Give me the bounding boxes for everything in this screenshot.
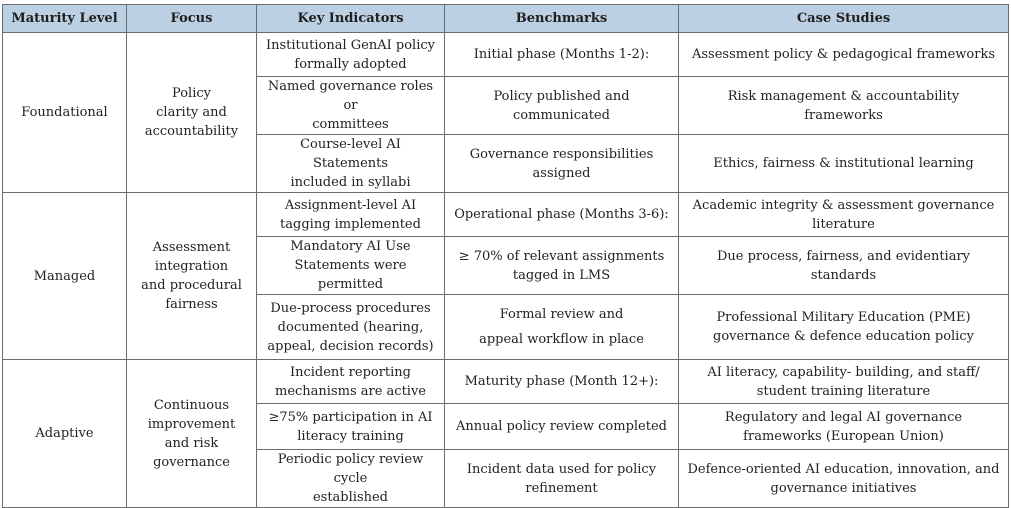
indicator-cell <box>257 360 445 404</box>
focus-line: integration <box>154 259 229 274</box>
benchmark-line: refinement <box>525 480 598 496</box>
benchmark-cell <box>445 360 679 404</box>
focus-line: improvement <box>147 416 236 432</box>
case-study-line: Defence-oriented AI education, innovation, and <box>687 461 1000 477</box>
indicator-line: included in syllabi <box>290 175 411 190</box>
maturity-framework-table <box>2 4 1009 508</box>
header-benchmarks: Benchmarks <box>445 5 679 33</box>
table-row <box>3 33 1009 77</box>
case-study-line: AI literacy, capability- building, and staff/ <box>707 364 980 380</box>
benchmark-cell <box>445 404 679 450</box>
maturity-level-name: Foundational <box>21 105 108 120</box>
case-study-cell <box>679 295 1009 360</box>
table-header-row <box>3 5 1009 33</box>
indicator-line: committees <box>312 117 389 132</box>
benchmark-line: Annual policy review completed <box>456 419 667 434</box>
indicator-line: appeal, decision records) <box>267 338 434 354</box>
indicator-cell <box>257 193 445 237</box>
case-study-line: Regulatory and legal AI governance <box>724 409 963 425</box>
indicator-cell <box>257 237 445 295</box>
indicator-line: literacy training <box>297 428 404 444</box>
benchmark-line: assigned <box>532 165 591 181</box>
maturity-level-name: Managed <box>33 268 96 284</box>
indicator-cell <box>257 33 445 77</box>
benchmark-line: Operational phase (Months 3-6): <box>454 207 669 222</box>
indicator-cell <box>257 295 445 360</box>
focus-line: accountability <box>144 124 239 139</box>
benchmark-line: Incident data used for policy <box>466 461 657 477</box>
benchmark-cell <box>445 237 679 295</box>
indicator-line: Institutional GenAI policy <box>266 37 435 53</box>
indicator-cell <box>257 77 445 135</box>
focus-line: Assessment <box>152 240 231 255</box>
benchmark-line: Governance responsibilities <box>469 146 654 162</box>
indicator-line: Periodic policy review cycle <box>277 452 424 486</box>
indicator-line: Mandatory AI Use <box>290 239 411 254</box>
case-study-line: student training literature <box>756 383 931 399</box>
table-row <box>3 360 1009 404</box>
focus-cell <box>127 360 257 508</box>
case-study-line: Due process, fairness, and evidentiary <box>716 248 971 264</box>
case-study-line: governance initiatives <box>770 480 917 496</box>
benchmark-line: Formal review and <box>499 307 624 322</box>
case-study-line: literature <box>812 216 875 232</box>
indicator-line: formally adopted <box>294 56 407 72</box>
case-study-cell <box>679 33 1009 77</box>
case-study-line: frameworks (European Union) <box>743 428 944 444</box>
case-study-cell <box>679 77 1009 135</box>
maturity-level-cell <box>3 193 127 360</box>
benchmark-line: appeal workflow in place <box>479 332 644 347</box>
indicator-line: Statements were permitted <box>294 258 407 292</box>
focus-line: Continuous <box>153 397 230 413</box>
focus-line: Policy <box>172 86 211 101</box>
indicator-line: tagging implemented <box>280 216 421 232</box>
maturity-level-name: Adaptive <box>35 426 94 441</box>
focus-cell <box>127 33 257 193</box>
indicator-line: Named governance roles or <box>267 79 434 113</box>
maturity-level-cell <box>3 360 127 508</box>
benchmark-cell <box>445 450 679 508</box>
focus-line: fairness <box>165 297 218 312</box>
case-study-line: Risk management & accountability <box>727 88 960 104</box>
case-study-line: governance & defence education policy <box>713 329 974 344</box>
focus-line: governance <box>153 454 230 470</box>
case-study-line: Ethics, fairness & institutional learning <box>713 156 974 171</box>
indicator-cell <box>257 450 445 508</box>
benchmark-cell <box>445 295 679 360</box>
header-maturity-level: Maturity Level <box>3 5 127 33</box>
benchmark-cell <box>445 135 679 193</box>
indicator-line: mechanisms are active <box>275 383 426 399</box>
benchmark-cell <box>445 193 679 237</box>
case-study-line: frameworks <box>804 107 883 123</box>
focus-line: and risk <box>164 435 219 451</box>
focus-cell <box>127 193 257 360</box>
indicator-line: documented (hearing, <box>277 319 424 335</box>
focus-line: and procedural <box>141 278 242 293</box>
case-study-cell <box>679 360 1009 404</box>
indicator-line: established <box>312 490 389 505</box>
benchmark-cell <box>445 33 679 77</box>
case-study-cell <box>679 135 1009 193</box>
benchmark-line: tagged in LMS <box>512 267 611 283</box>
case-study-cell <box>679 450 1009 508</box>
maturity-level-cell <box>3 33 127 193</box>
benchmark-line: communicated <box>513 107 610 123</box>
indicator-cell <box>257 135 445 193</box>
header-key-indicators: Key Indicators <box>257 5 445 33</box>
benchmark-line: Maturity phase (Month 12+): <box>464 374 659 389</box>
case-study-cell <box>679 404 1009 450</box>
focus-line: clarity and <box>156 105 227 120</box>
benchmark-line: Initial phase (Months 1-2): <box>473 47 650 62</box>
indicator-line: Incident reporting <box>289 364 412 380</box>
indicator-line: Due-process procedures <box>270 300 431 316</box>
indicator-line: Assignment-level AI <box>284 197 417 213</box>
indicator-line: Course-level AI Statements <box>300 137 401 171</box>
benchmark-line: Policy published and <box>493 88 630 104</box>
case-study-line: Assessment policy & pedagogical frameworks <box>692 47 995 62</box>
benchmark-cell <box>445 77 679 135</box>
case-study-line: Academic integrity & assessment governance <box>692 197 995 213</box>
header-case-studies: Case Studies <box>679 5 1009 33</box>
indicator-line: ≥75% participation in AI <box>268 409 433 425</box>
case-study-cell <box>679 193 1009 237</box>
benchmark-line: ≥ 70% of relevant assignments <box>458 248 665 264</box>
header-focus: Focus <box>127 5 257 33</box>
table-row <box>3 193 1009 237</box>
indicator-cell <box>257 404 445 450</box>
case-study-line: standards <box>810 267 877 283</box>
case-study-line: Professional Military Education (PME) <box>716 310 971 325</box>
case-study-cell <box>679 237 1009 295</box>
